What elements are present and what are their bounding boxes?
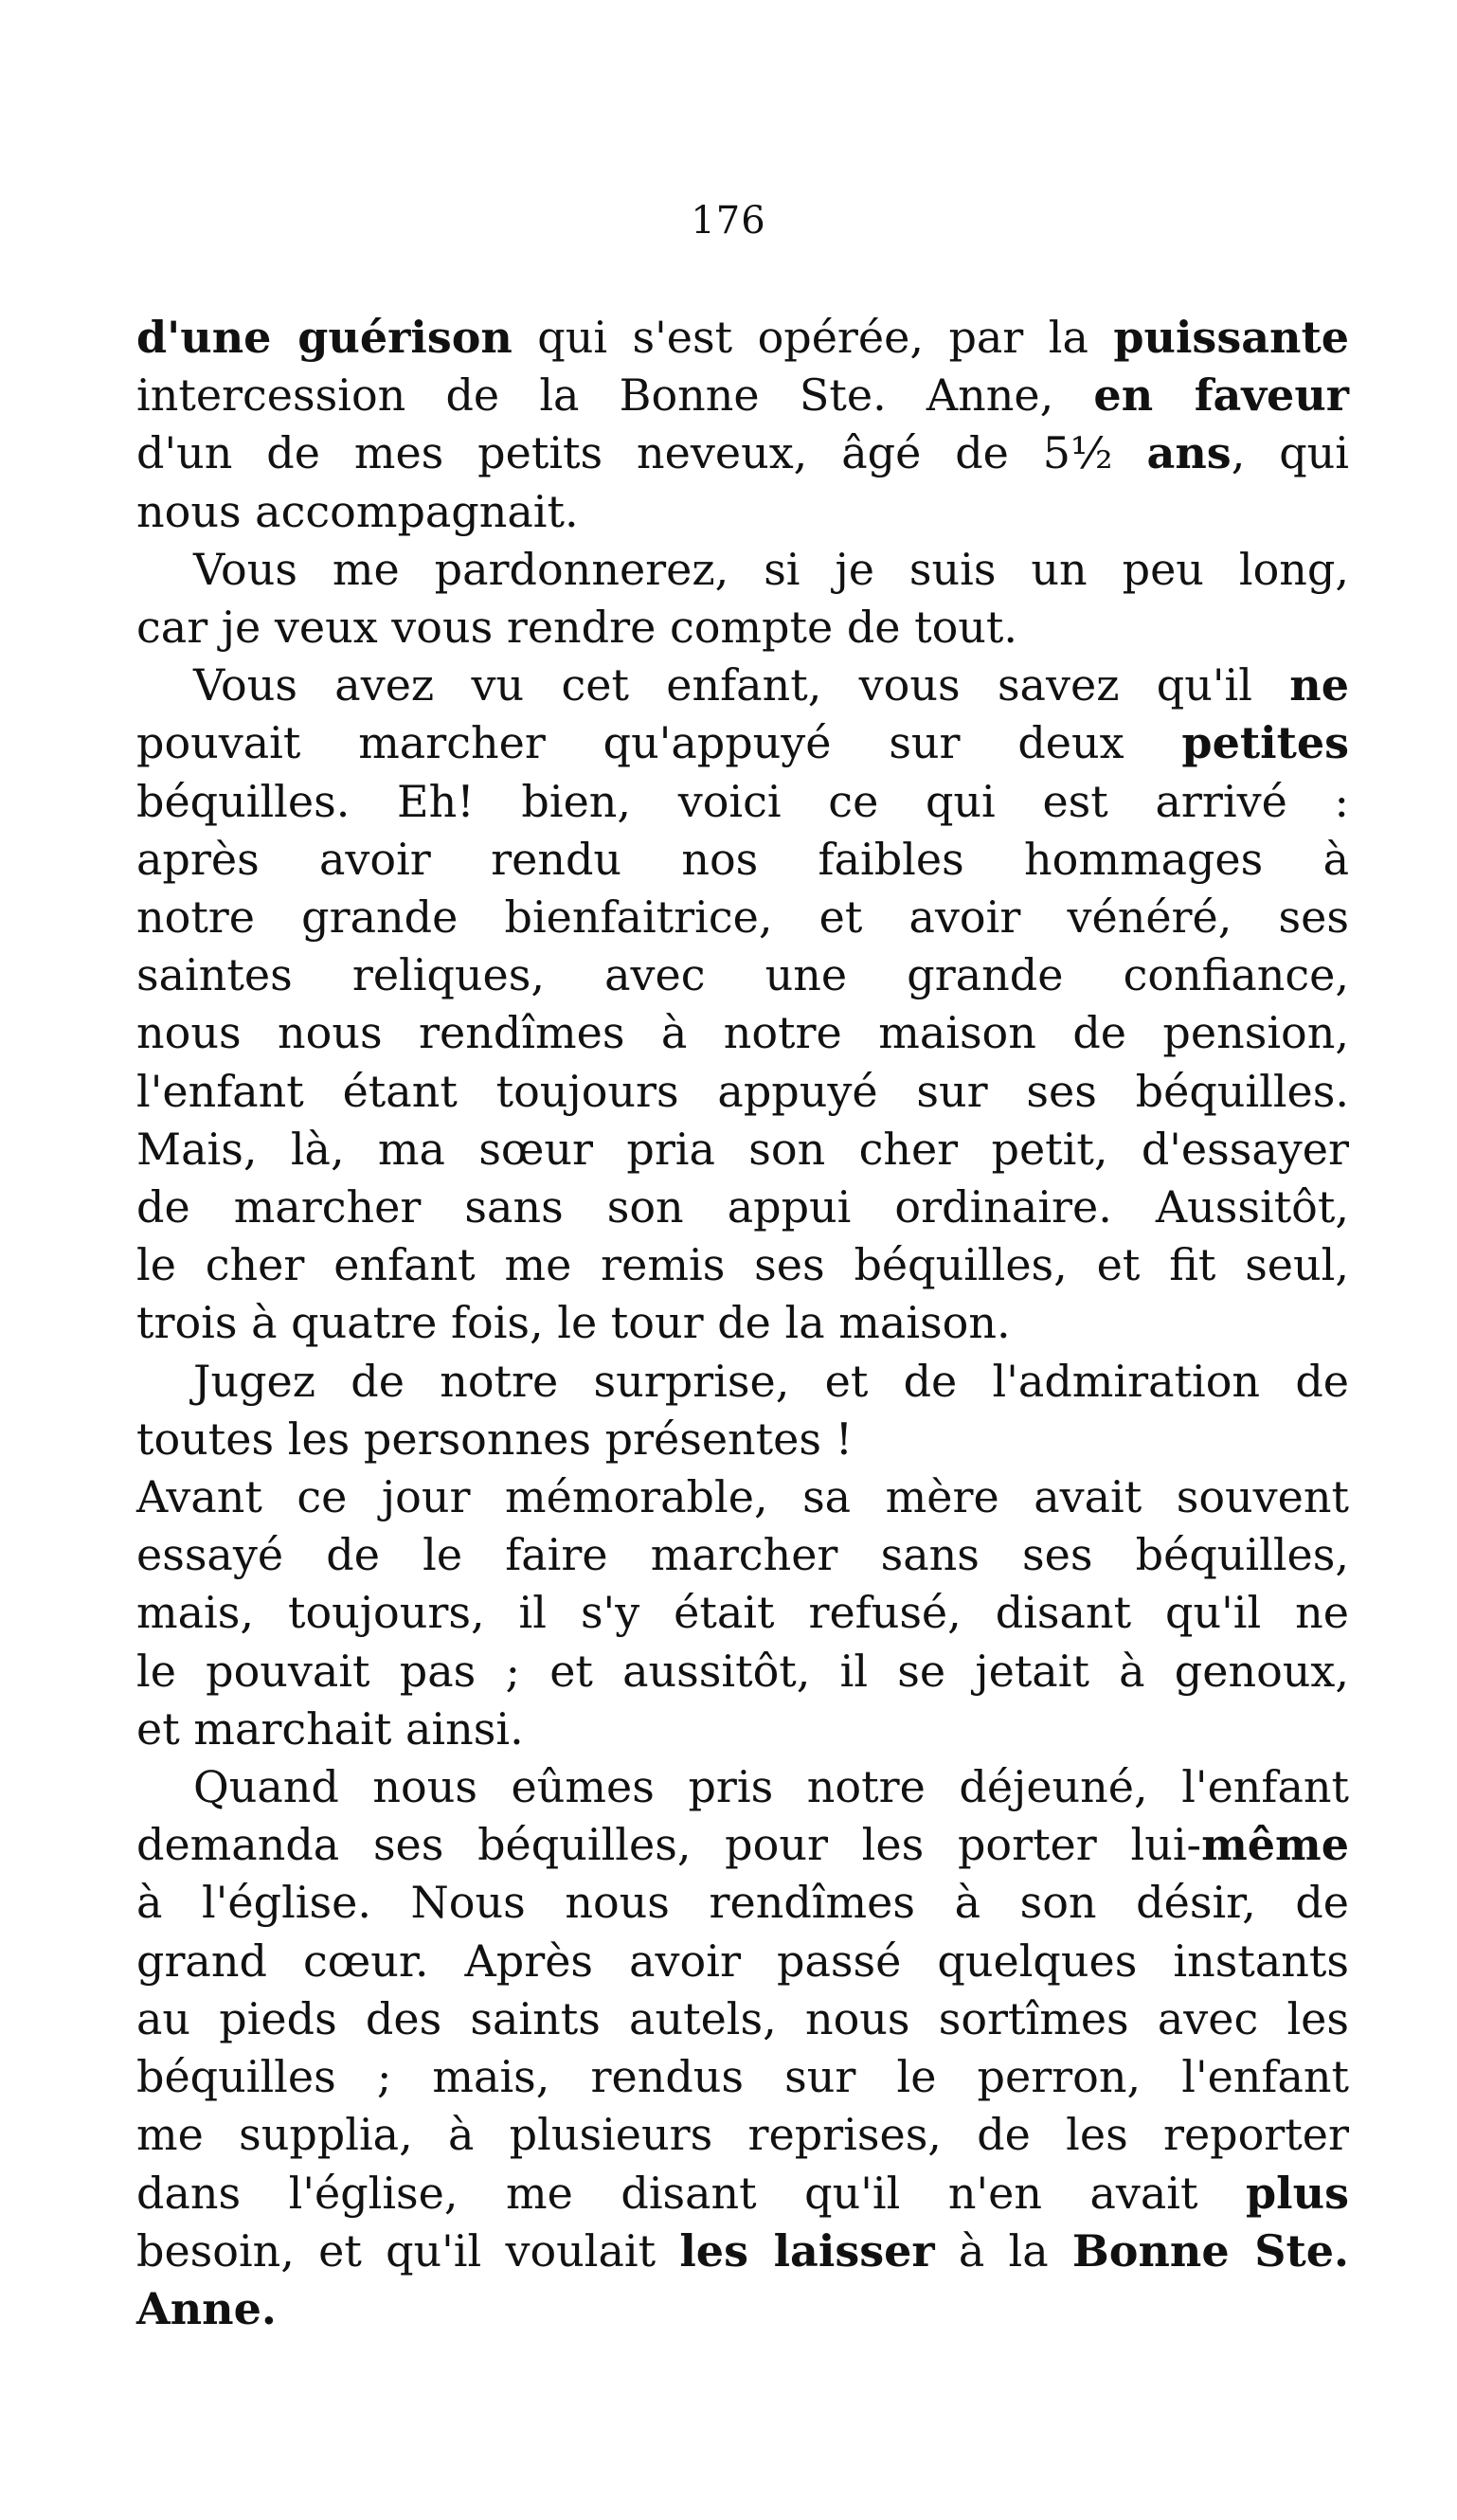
text-segment: Vous me pardonnerez, si je suis un peu long, — [193, 543, 1349, 595]
text-line — [136, 1816, 1349, 1874]
text-segment: demanda ses béquilles, pour les porter lui- — [136, 1819, 1202, 1871]
text-segment: qui s'est opérée, par la — [512, 312, 1114, 363]
bold-text-segment: ans — [1146, 427, 1232, 479]
text-segment: Jugez de notre surprise, et de l'admiration de — [193, 1355, 1349, 1407]
text-line — [136, 483, 1349, 541]
text-segment: après avoir rendu nos faibles hommages à — [136, 833, 1349, 885]
text-segment: notre grande bienfaitrice, et avoir vénéré, ses — [136, 891, 1349, 944]
text-line — [136, 1584, 1349, 1642]
text-segment: car je veux vous rendre compte de tout. — [136, 602, 1018, 654]
text-segment: mais, toujours, il s'y était refusé, disant qu'il ne — [136, 1587, 1349, 1639]
bold-text-segment: ne — [1289, 659, 1349, 711]
text-line — [136, 424, 1349, 482]
text-segment: nous accompagnait. — [136, 485, 579, 537]
text-line — [136, 1701, 1349, 1758]
text-segment: intercession de la Bonne Ste. Anne, — [136, 369, 1094, 422]
text-line — [136, 1004, 1349, 1062]
text-segment: saintes reliques, avec une grande confiance, — [136, 949, 1349, 1001]
text-line — [136, 1643, 1349, 1701]
text-segment: dans l'église, me disant qu'il n'en avait — [136, 2167, 1247, 2219]
text-line — [136, 1353, 1349, 1411]
text-segment: Avant ce jour mémorable, sa mère avait souvent — [136, 1471, 1349, 1523]
bold-text-segment: même — [1201, 1819, 1349, 1871]
text-line — [136, 1990, 1349, 2048]
text-line — [136, 1294, 1349, 1352]
text-segment: besoin, et qu'il voulait — [136, 2224, 680, 2277]
text-line — [136, 2280, 1349, 2338]
text-segment: d'un de mes petits neveux, âgé de 5½ — [136, 427, 1147, 479]
text-segment: toutes les personnes présentes ! — [136, 1413, 854, 1465]
bold-text-segment: Anne. — [136, 2282, 277, 2334]
text-line — [136, 1526, 1349, 1584]
text-line — [136, 889, 1349, 946]
text-line — [136, 714, 1349, 772]
bold-text-segment: les laisser — [679, 2224, 935, 2277]
bold-text-segment: d'une guérison — [136, 312, 513, 363]
bold-text-segment: plus — [1246, 2167, 1349, 2219]
text-line — [136, 1063, 1349, 1121]
text-line — [136, 2048, 1349, 2106]
text-segment: essayé de le faire marcher sans ses béquilles, — [136, 1529, 1349, 1581]
text-line — [136, 1411, 1349, 1468]
text-line — [136, 309, 1349, 367]
text-segment: le pouvait pas ; et aussitôt, il se jetait à genoux, — [136, 1645, 1349, 1697]
text-segment: nous nous rendîmes à notre maison de pension, — [136, 1007, 1349, 1059]
bold-text-segment: puissante — [1113, 312, 1349, 363]
text-segment: me supplia, à plusieurs reprises, de les reporter — [136, 2109, 1349, 2161]
text-line — [136, 657, 1349, 714]
text-line — [136, 1874, 1349, 1932]
text-segment: et marchait ainsi. — [136, 1702, 524, 1755]
text-segment: grand cœur. Après avoir passé quelques instants — [136, 1935, 1349, 1987]
text-line — [136, 2165, 1349, 2223]
text-line — [136, 2106, 1349, 2164]
text-line — [136, 1758, 1349, 1816]
text-segment: l'enfant étant toujours appuyé sur ses béquilles. — [136, 1065, 1349, 1117]
text-line — [136, 831, 1349, 889]
text-segment: Mais, là, ma sœur pria son cher petit, d'essayer — [136, 1123, 1349, 1175]
body-text — [136, 309, 1349, 2338]
text-segment: béquilles ; mais, rendus sur le perron, l'enfant — [136, 2051, 1349, 2103]
page-number: 176 — [691, 199, 766, 243]
text-line — [136, 1121, 1349, 1179]
text-segment: trois à quatre fois, le tour de la maison. — [136, 1297, 1011, 1349]
text-line — [136, 1933, 1349, 1990]
bold-text-segment: Bonne Ste. — [1071, 2224, 1349, 2277]
text-segment: pouvait marcher qu'appuyé sur deux — [136, 717, 1182, 769]
text-line — [136, 599, 1349, 657]
text-line — [136, 1179, 1349, 1236]
text-segment: Vous avez vu cet enfant, vous savez qu'il — [193, 659, 1290, 711]
text-line — [136, 1468, 1349, 1526]
text-segment: Quand nous eûmes pris notre déjeuné, l'enfant — [193, 1761, 1349, 1813]
text-segment: au pieds des saints autels, nous sortîmes avec les — [136, 1992, 1349, 2044]
text-segment: béquilles. Eh! bien, voici ce qui est arrivé : — [136, 775, 1349, 827]
bold-text-segment: petites — [1181, 717, 1349, 769]
text-line — [136, 367, 1349, 424]
text-segment: à la — [934, 2224, 1072, 2277]
bold-text-segment: en faveur — [1093, 369, 1349, 422]
text-line — [136, 541, 1349, 599]
text-line — [136, 946, 1349, 1004]
text-segment: , qui — [1231, 427, 1349, 479]
text-line — [136, 1236, 1349, 1294]
text-segment: de marcher sans son appui ordinaire. Aussitôt, — [136, 1181, 1349, 1233]
text-segment: le cher enfant me remis ses béquilles, et fit seul, — [136, 1239, 1349, 1291]
text-line — [136, 2223, 1349, 2280]
text-segment: à l'église. Nous nous rendîmes à son désir, de — [136, 1877, 1349, 1929]
text-line — [136, 773, 1349, 831]
